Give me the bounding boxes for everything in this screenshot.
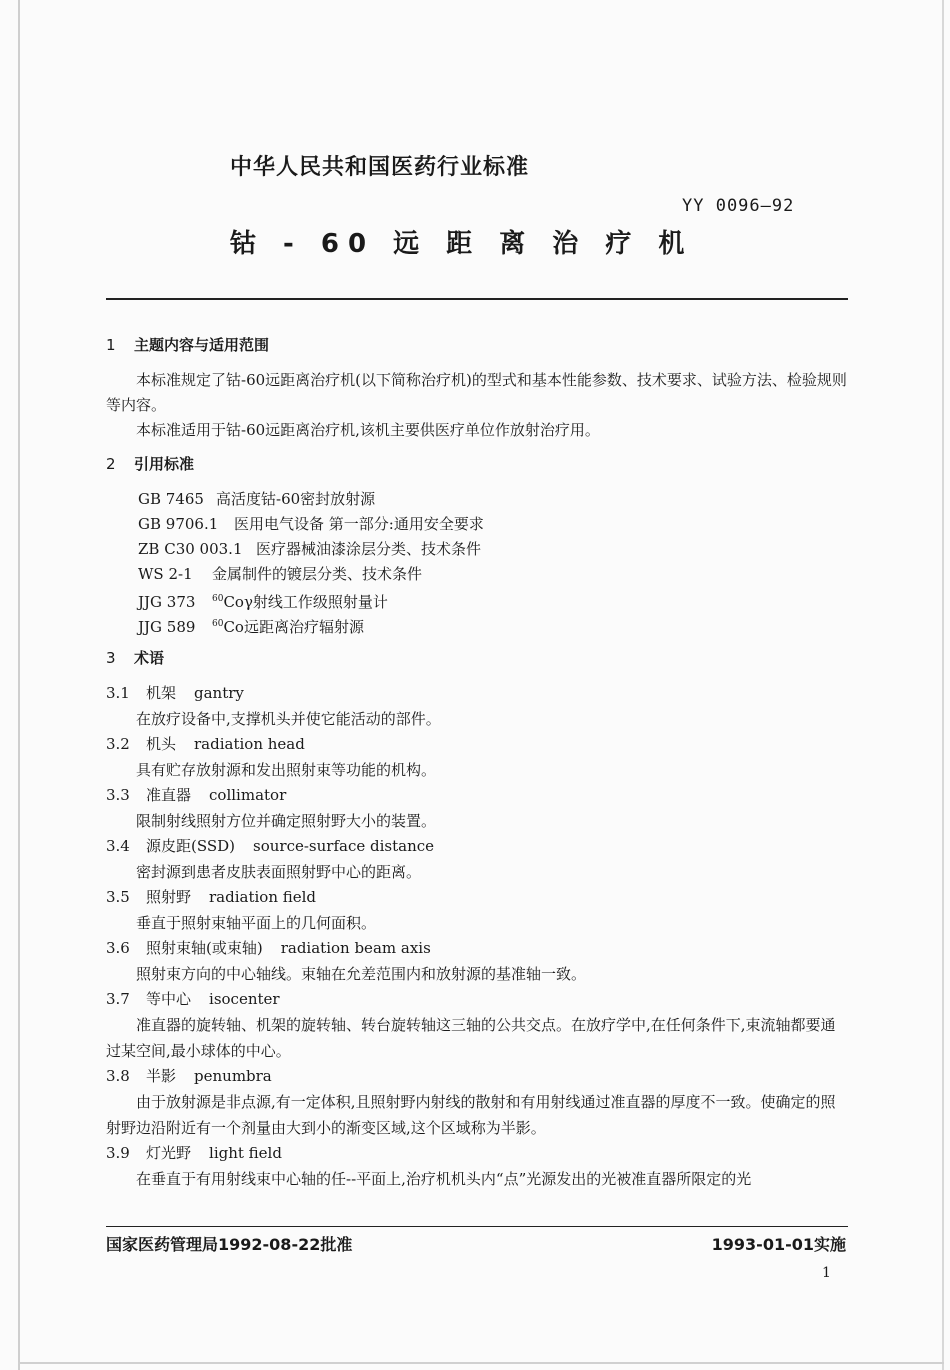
term-number: 3.4: [106, 837, 130, 855]
isotope-superscript: 60: [212, 619, 224, 629]
term-english: penumbra: [194, 1067, 272, 1085]
term-heading: [106, 1141, 850, 1166]
term-chinese: 灯光野: [146, 1144, 192, 1162]
term-definition: 准直器的旋转轴、机架的旋转轴、转台旋转轴这三轴的公共交点。在放疗学中,在任何条件下,束流轴都要通过某空间,最小球体的中心。: [106, 1016, 836, 1060]
isotope-superscript: 60: [212, 594, 224, 604]
reference-code: JJG 373: [138, 593, 196, 611]
term-english: source-surface distance: [253, 837, 435, 855]
term-definition: 在垂直于有用射线束中心轴的任--平面上,治疗机机头内“点”光源发出的光被准直器所限定的光: [136, 1170, 752, 1188]
term-chinese: 等中心: [146, 990, 192, 1008]
header-rule: [106, 298, 848, 300]
section-title: 主题内容与适用范围: [134, 336, 270, 354]
reference-code: WS 2-1: [138, 565, 193, 583]
reference-title: 金属制件的镀层分类、技术条件: [212, 565, 423, 583]
section-number: 2: [106, 455, 116, 473]
term-definition: 由于放射源是非点源,有一定体积,且照射野内射线的散射和有用射线通过准直器的厚度不一致。使确定的照射野边沿附近有一个剂量由大到小的渐变区域,这个区域称为半影。: [106, 1093, 836, 1137]
effective-date-text: 1993-01-01实施: [711, 1235, 846, 1254]
paragraph: 本标准适用于钴-60远距离治疗机,该机主要供医疗单位作放射治疗用。: [136, 421, 600, 439]
term-number: 3.5: [106, 888, 130, 906]
term-chinese: 照射束轴(或束轴): [146, 939, 263, 957]
page-edge-bottom: [18, 1362, 944, 1364]
document-body: [106, 332, 850, 1192]
reference-code: ZB C30 003.1: [138, 540, 243, 558]
term-number: 3.9: [106, 1144, 130, 1162]
footer-rule: [106, 1226, 848, 1227]
reference-title: 医疗器械油漆涂层分类、技术条件: [256, 540, 482, 558]
term-english: light field: [209, 1144, 282, 1162]
reference-title: 医用电气设备 第一部分:通用安全要求: [234, 515, 484, 533]
term-definition: 具有贮存放射源和发出照射束等功能的机构。: [136, 761, 437, 779]
standard-organization: 中华人民共和国医药行业标准: [230, 155, 530, 180]
reference-item: [138, 587, 850, 612]
term-english: gantry: [194, 684, 244, 702]
reference-title: 高活度钴-60密封放射源: [216, 490, 376, 508]
term-definition: 限制射线照射方位并确定照射野大小的装置。: [136, 812, 437, 830]
reference-item: [138, 562, 850, 587]
reference-list: [106, 487, 850, 637]
term-english: radiation beam axis: [280, 939, 431, 957]
term-definition: 照射束方向的中心轴线。束轴在允差范围内和放射源的基准轴一致。: [136, 965, 587, 983]
page-edge-right: [942, 0, 944, 1370]
term-number: 3.8: [106, 1067, 130, 1085]
reference-item: [138, 612, 850, 637]
term-number: 3.1: [106, 684, 130, 702]
standard-code: YY 0096—92: [682, 196, 795, 216]
section-heading: [106, 451, 850, 477]
term-definition: 密封源到患者皮肤表面照射野中心的距离。: [136, 863, 422, 881]
term-chinese: 照射野: [146, 888, 192, 906]
term-english: isocenter: [209, 990, 280, 1008]
section-number: 3: [106, 649, 116, 667]
term-heading: [106, 987, 850, 1012]
term-number: 3.7: [106, 990, 130, 1008]
reference-title: Co远距离治疗辐射源: [223, 618, 364, 636]
section-heading: [106, 645, 850, 671]
term-heading: [106, 783, 850, 808]
term-english: radiation head: [194, 735, 305, 753]
reference-item: [138, 512, 850, 537]
term-chinese: 机头: [146, 735, 177, 753]
term-chinese: 机架: [146, 684, 177, 702]
term-number: 3.6: [106, 939, 130, 957]
reference-code: JJG 589: [138, 618, 196, 636]
term-number: 3.2: [106, 735, 130, 753]
section-heading: [106, 332, 850, 358]
term-english: collimator: [209, 786, 287, 804]
term-chinese: 源皮距(SSD): [146, 837, 236, 855]
term-heading: [106, 732, 850, 757]
term-number: 3.3: [106, 786, 130, 804]
term-heading: [106, 885, 850, 910]
reference-item: [138, 537, 850, 562]
term-heading: [106, 681, 850, 706]
reference-title: Coγ射线工作级照射量计: [223, 593, 388, 611]
page-edge-left: [18, 0, 20, 1370]
reference-item: [138, 487, 850, 512]
section-number: 1: [106, 336, 116, 354]
reference-code: GB 9706.1: [138, 515, 219, 533]
term-heading: [106, 936, 850, 961]
section-title: 术语: [134, 649, 165, 667]
standard-title: 钴 - 60 远 距 离 治 疗 机: [230, 229, 694, 259]
section-title: 引用标准: [134, 455, 195, 473]
term-definition: 在放疗设备中,支撑机头并使它能活动的部件。: [136, 710, 441, 728]
term-chinese: 准直器: [146, 786, 192, 804]
reference-code: GB 7465: [138, 490, 204, 508]
term-heading: [106, 834, 850, 859]
paragraph: 本标准规定了钴-60远距离治疗机(以下简称治疗机)的型式和基本性能参数、技术要求、试验方法、检验规则等内容。: [106, 371, 847, 414]
term-definition: 垂直于照射束轴平面上的几何面积。: [136, 914, 377, 932]
term-heading: [106, 1064, 850, 1089]
approval-text: 国家医药管理局1992-08-22批准: [106, 1235, 353, 1254]
page-number: 1: [822, 1265, 831, 1281]
term-english: radiation field: [209, 888, 317, 906]
term-chinese: 半影: [146, 1067, 177, 1085]
